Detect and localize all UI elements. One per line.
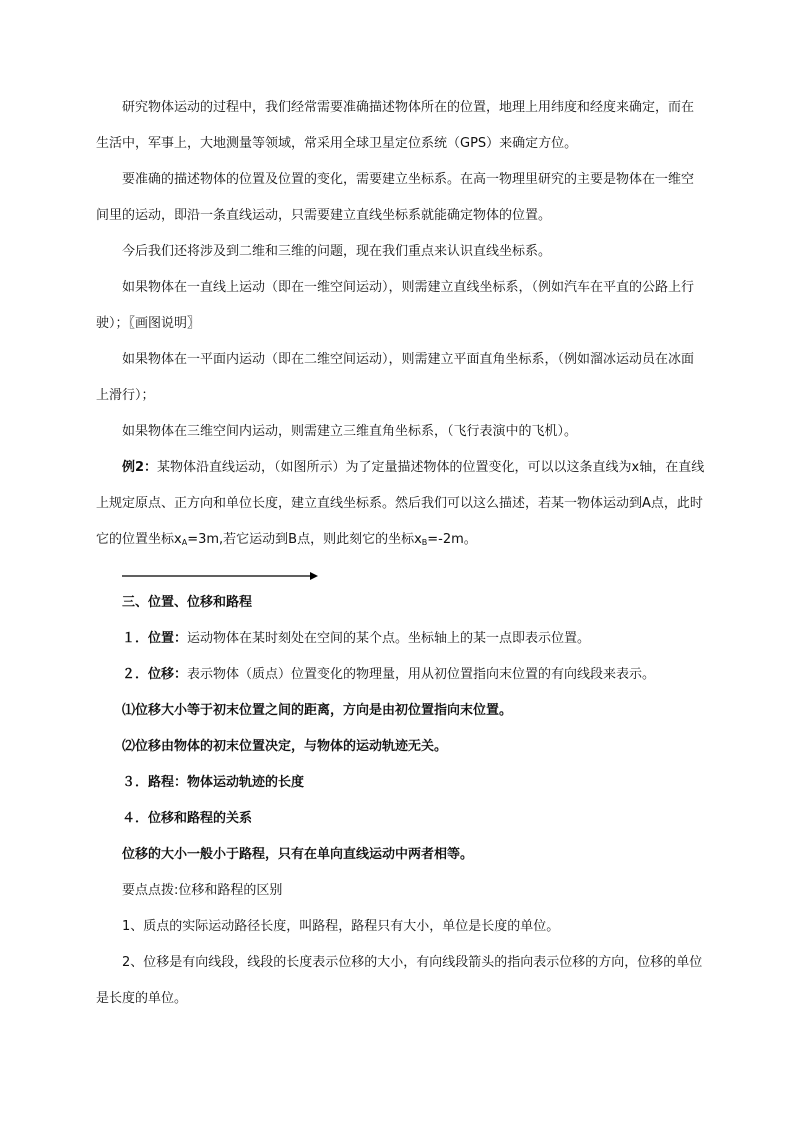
paragraph-example-2 bbox=[96, 450, 706, 558]
right-arrow-icon bbox=[122, 570, 322, 582]
item-position-label: １．位置： bbox=[122, 631, 188, 646]
tip-title: 要点点拨:位移和路程的区别 bbox=[122, 883, 283, 898]
subscript-a: A bbox=[181, 538, 188, 547]
tip-item-1: 1、质点的实际运动路径长度，叫路程，路程只有大小，单位是长度的单位。 bbox=[122, 919, 560, 934]
item-path-length: ３．路程：物体运动轨迹的长度 bbox=[122, 775, 305, 790]
example-end: =-2m。 bbox=[427, 532, 477, 547]
paragraph-3d: 如果物体在三维空间内运动，则需建立三维直角坐标系，（飞行表演中的飞机）。 bbox=[122, 424, 578, 439]
relation-text: 位移的大小一般小于路程，只有在单向直线运动中两者相等。 bbox=[122, 847, 474, 862]
item-relation: ４．位移和路程的关系 bbox=[122, 811, 253, 826]
item-displacement bbox=[96, 657, 706, 693]
displacement-note-1: ⑴位移大小等于初末位置之间的距离，方向是由初位置指向末位置。 bbox=[122, 703, 513, 718]
item-displacement-text: 表示物体（质点）位置变化的物理量，用从初位置指向末位置的有向线段来表示。 bbox=[187, 667, 656, 682]
example-mid: =3m,若它运动到B点，则此刻它的坐标x bbox=[187, 532, 422, 547]
item-position bbox=[96, 621, 706, 657]
item-position-text: 运动物体在某时刻处在空间的某个点。坐标轴上的某一点即表示位置。 bbox=[187, 631, 591, 646]
example-label: 例2： bbox=[122, 460, 158, 475]
displacement-note-2: ⑵位移由物体的初末位置决定，与物体的运动轨迹无关。 bbox=[122, 739, 448, 754]
subscript-b: B bbox=[421, 538, 428, 547]
section-3-title: 三、位置、位移和路程 bbox=[122, 595, 253, 610]
paragraph-intro: 研究物体运动的过程中，我们经常需要准确描述物体所在的位置，地理上用纬度和经度来确定，而在生活中，军事上，大地测量等领域，常采用全球卫星定位系统（GPS）来确定方位。 bbox=[96, 100, 695, 151]
example-text: 某物体沿直线运动，（如图所示）为了定量描述物体的位置变化，可以以这条直线为x轴，在直线上规定原点、正方向和单位长度，建立直线坐标系。然后我们可以这么描述，若某一物体运动到A点，此时它的位置坐标x bbox=[96, 460, 705, 547]
tip-item-2: 2、位移是有向线段，线段的长度表示位移的大小，有向线段箭头的指向表示位移的方向，位移的单位是长度的单位。 bbox=[96, 955, 703, 1006]
paragraph-dimensions: 今后我们还将涉及到二维和三维的问题，现在我们重点来认识直线坐标系。 bbox=[122, 244, 552, 259]
paragraph-2d: 如果物体在一平面内运动（即在二维空间运动），则需建立平面直角坐标系，（例如溜冰运动员在冰面上滑行）； bbox=[96, 352, 695, 403]
item-displacement-label: ２．位移： bbox=[122, 667, 188, 682]
paragraph-1d: 如果物体在一直线上运动（即在一维空间运动），则需建立直线坐标系，（例如汽车在平直的公路上行驶）；〖画图说明〗 bbox=[96, 280, 695, 331]
paragraph-coordinate-system: 要准确的描述物体的位置及位置的变化，需要建立坐标系。在高一物理里研究的主要是物体在一维空间里的运动，即沿一条直线运动，只需要建立直线坐标系就能确定物体的位置。 bbox=[96, 172, 695, 223]
